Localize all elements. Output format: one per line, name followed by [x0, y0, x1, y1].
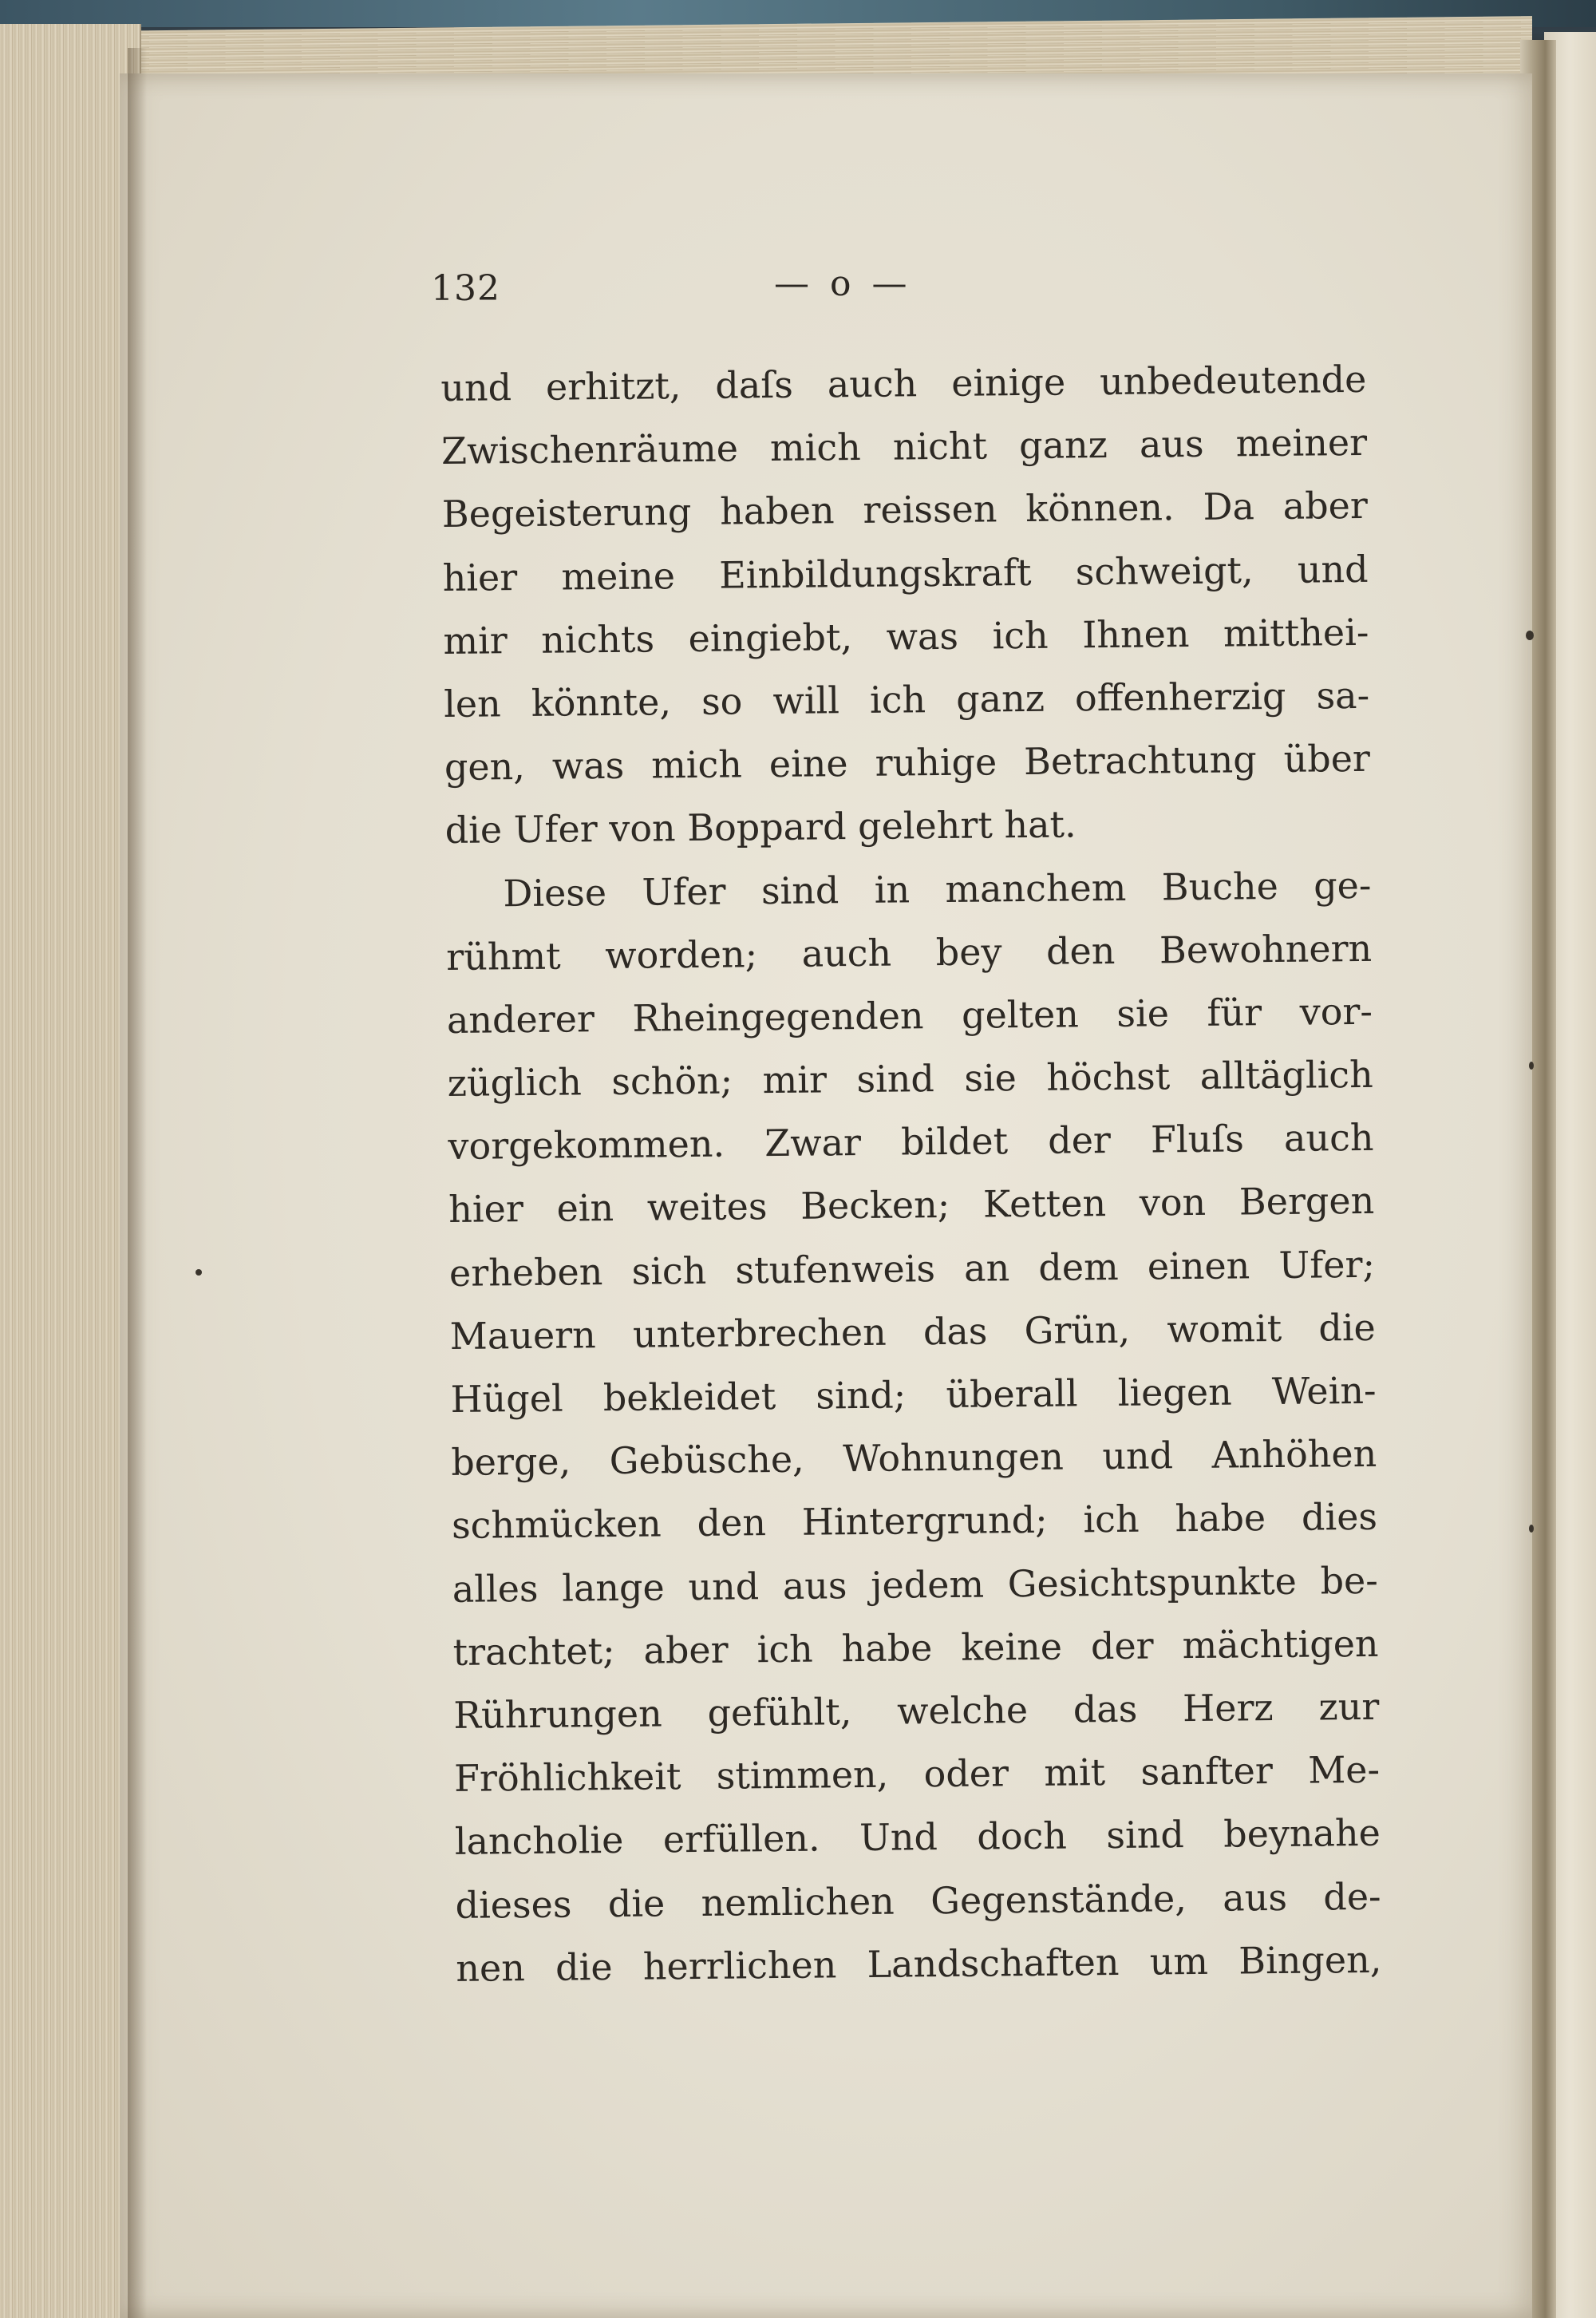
text-line: Mauern unterbrechen das Grün, womit die: [449, 1305, 1376, 1358]
text-line: Diese Ufer sind in manchem Buche ge-: [503, 863, 1372, 915]
ink-speck: [1529, 1525, 1534, 1533]
ink-speck: [1529, 1062, 1534, 1070]
running-head: [431, 263, 1436, 327]
text-line: alles lange und aus jedem Gesichtspunkte be-: [452, 1558, 1379, 1611]
page-shadow: [128, 48, 147, 2318]
text-line: Begeisterung haben reissen können. Da aber: [441, 484, 1369, 536]
ink-speck: [1526, 631, 1534, 640]
text-line: die Ufer von Boppard gelehrt hat.: [444, 802, 1077, 852]
text-line: mir nichts eingiebt, was ich Ihnen mitthei-: [443, 610, 1369, 663]
body-text: [440, 348, 1382, 2000]
text-line: und erhitzt, daſs auch einige unbedeutende: [440, 357, 1367, 409]
text-line: anderer Rheingegenden gelten sie für vor-: [446, 989, 1373, 1042]
text-line: Zwischenräume mich nicht ganz aus meiner: [440, 421, 1368, 473]
text-line: lancholie erfüllen. Und doch sind beynahe: [454, 1811, 1381, 1864]
text-line: gen, was mich eine ruhige Betrachtung über: [444, 736, 1371, 789]
text-line: schmücken den Hintergrund; ich habe dies: [451, 1495, 1378, 1548]
text-line: rühmt worden; auch bey den Bewohnern: [445, 926, 1373, 979]
text-line: nen die herrlichen Landschaften um Bingen,: [456, 1937, 1382, 1990]
text-line: hier meine Einbildungskraft schweigt, und: [442, 547, 1369, 599]
text-line: berge, Gebüsche, Wohnungen und Anhöhen: [451, 1431, 1377, 1485]
text-line: erheben sich stufenweis an dem einen Ufer;: [448, 1242, 1376, 1295]
ink-speck: [196, 1269, 202, 1276]
text-line: hier ein weites Becken; Ketten von Bergen: [448, 1179, 1375, 1232]
text-line: len könnte, so will ich ganz offenherzig sa-: [443, 673, 1370, 726]
text-line: Fröhlichkeit stimmen, oder mit sanfter Me-: [453, 1747, 1381, 1801]
text-line: Rührungen gefühlt, welche das Herz zur: [453, 1684, 1380, 1737]
page-number: 132: [431, 268, 500, 309]
text-line: dieses die nemlichen Gegenstände, aus de-: [455, 1874, 1381, 1927]
text-line: trachtet; aber ich habe keine der mächtigen: [452, 1621, 1379, 1674]
text-line: Hügel bekleidet sind; überall liegen Wein-: [450, 1368, 1377, 1421]
text-line: vorgekommen. Zwar bildet der Fluſs auch: [448, 1116, 1374, 1169]
text-line: züglich schön; mir sind sie höchst alltäglich: [447, 1052, 1373, 1106]
running-head-ornament: — o —: [774, 263, 912, 304]
